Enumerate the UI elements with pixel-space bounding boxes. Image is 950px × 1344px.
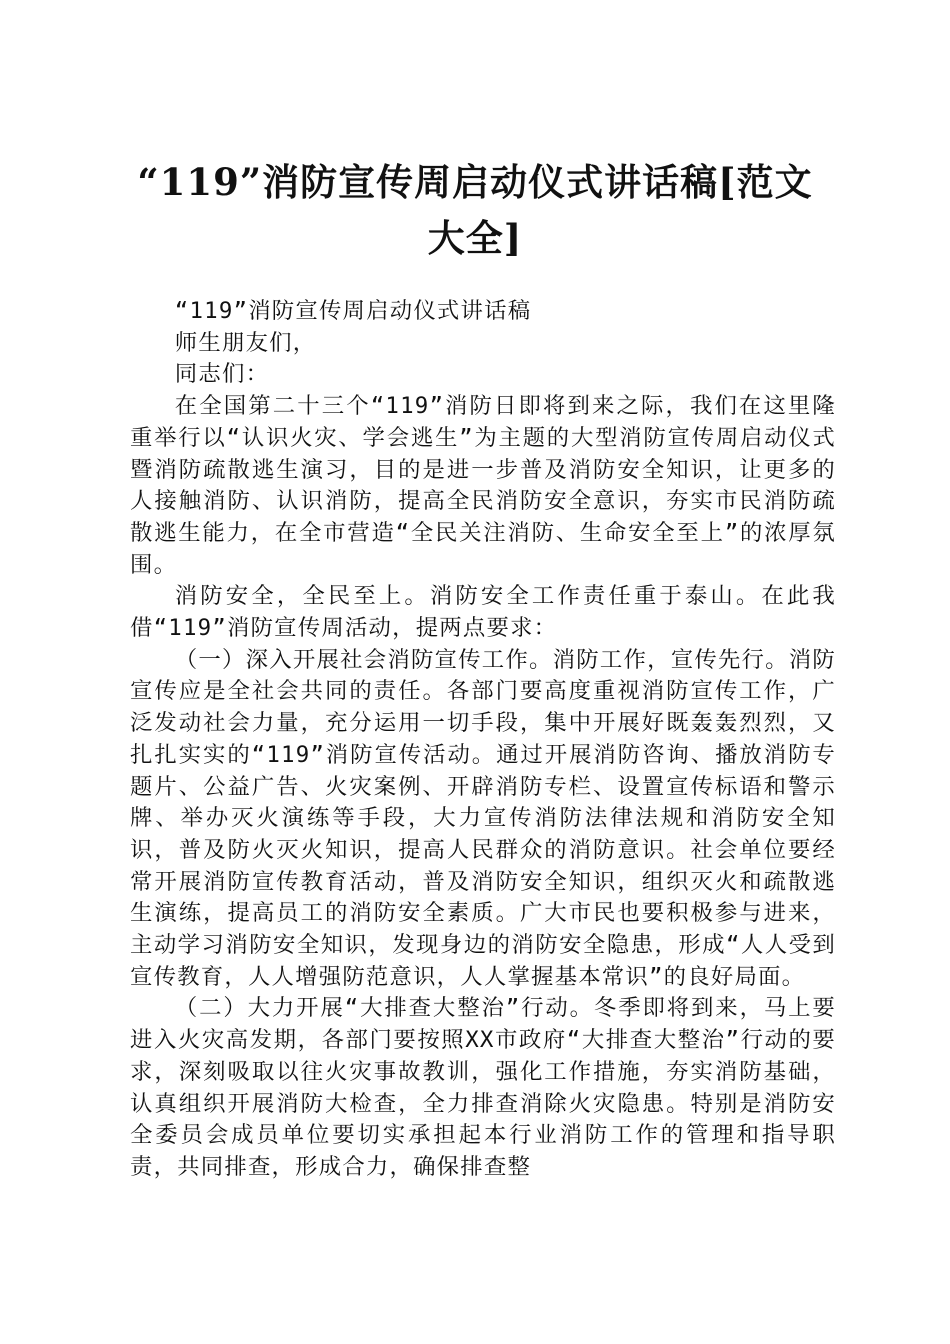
document-body bbox=[130, 296, 836, 1184]
document-title: “119”消防宣传周启动仪式讲话稿[范文大全] bbox=[137, 160, 813, 260]
body-paragraph: 消防安全，全民至上。消防安全工作责任重于泰山。在此我借“119”消防宣传周活动，提两点要求： bbox=[130, 583, 836, 642]
subtitle-line: “119”消防宣传周启动仪式讲话稿 bbox=[174, 298, 532, 324]
salutation-line: 师生朋友们， bbox=[174, 329, 317, 356]
body-paragraph: 在全国第二十三个“119”消防日即将到来之际，我们在这里隆重举行以“认识火灾、学会逃生”为主题的大型消防宣传周启动仪式暨消防疏散逃生演习，目的是进一步普及消防安全知识，让更多的人接触消防、认识消防，提高全民消防安全意识，夯实市民消防疏散逃生能力，在全市营造“全民关注消防、生命安全至上”的浓厚氛围。 bbox=[130, 393, 836, 578]
body-paragraph: （二）大力开展“大排查大整治”行动。冬季即将到来，马上要进入火灾高发期，各部门要按照XX市政府“大排查大整治”行动的要求，深刻吸取以往火灾事故教训，强化工作措施，夯实消防基础，认真组织开展消防大检查，全力排查消除火灾隐患。特别是消防安全委员会成员单位要切实承担起本行业消防工作的管理和指导职责，共同排查，形成合力，确保排查整 bbox=[130, 995, 836, 1180]
salutation-line: 同志们： bbox=[174, 361, 270, 388]
body-paragraph: （一）深入开展社会消防宣传工作。消防工作，宣传先行。消防宣传应是全社会共同的责任。各部门要高度重视消防宣传工作，广泛发动社会力量，充分运用一切手段，集中开展好既轰轰烈烈，又扎扎实实的“119”消防宣传活动。通过开展消防咨询、播放消防专题片、公益广告、火灾案例、开辟消防专栏、设置宣传标语和警示牌、举办灭火演练等手段，大力宣传消防法律法规和消防安全知识，普及防火灭火知识，提高人民群众的消防意识。社会单位要经常开展消防宣传教育活动，普及消防安全知识，组织灭火和疏散逃生演练，提高员工的消防安全素质。广大市民也要积极参与进来，主动学习消防安全知识，发现身边的消防安全隐患，形成“人人受到宣传教育，人人增强防范意识，人人掌握基本常识”的良好局面。 bbox=[130, 646, 836, 990]
